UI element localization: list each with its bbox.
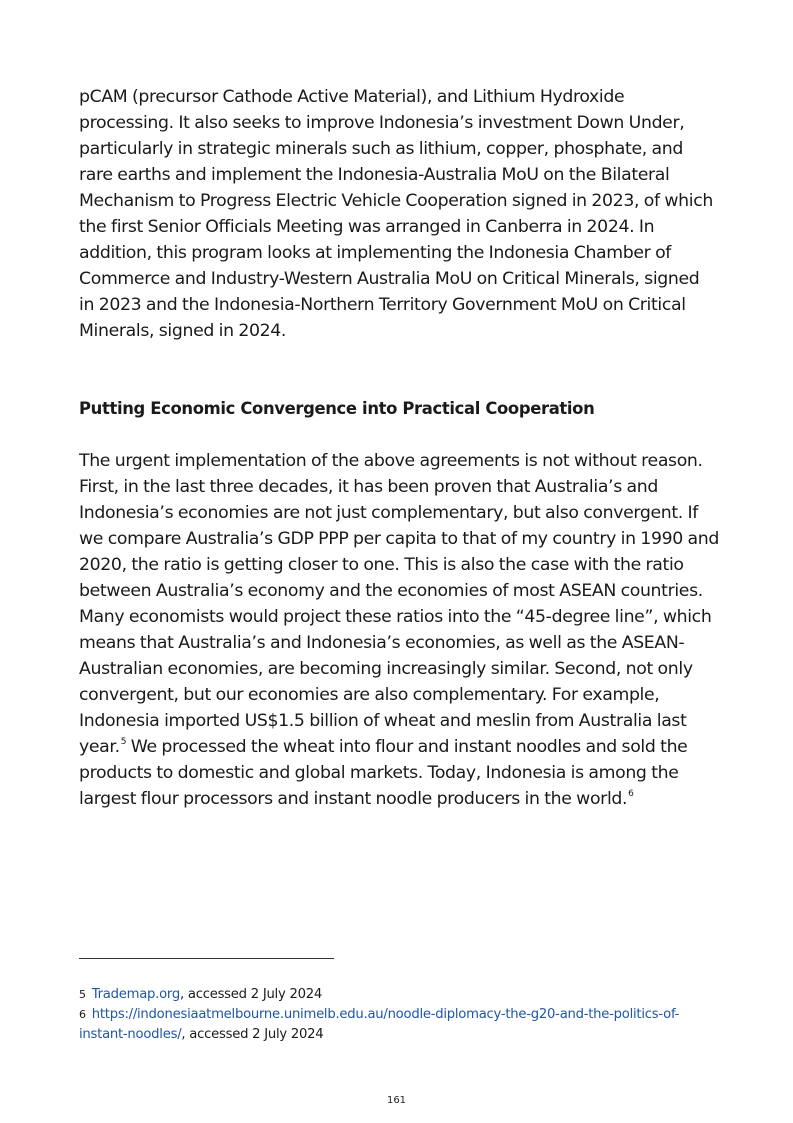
body-paragraph [79,448,719,812]
footnote-suffix: , accessed 2 July 2024 [181,1027,324,1042]
paragraph-text: We processed the wheat into flour and instant noodles and sold the products to domestic and global markets. Today, Indonesia is among the largest flour processors and instant noodle producers in the world. [79,737,688,809]
section-heading: Putting Economic Convergence into Practical Cooperation [79,399,595,418]
paragraph-text: The urgent implementation of the above agreements is not without reason. First, in the last three decades, it has been proven that Australia’s and Indonesia’s economies are not just complementary, but also convergent. If we compare Australia’s GDP PPP per capita to that of my country in 1990 and 2020, the ratio is getting closer to one. This is also the case with the ratio between Australia’s economy and the economies of most ASEAN countries. Many economists would project these ratios into the “45-degree line”, which means that Australia’s and Indonesia’s economies, as well as the ASEAN-Australian economies, are becoming increasingly similar. Second, not only convergent, but our economies are also complementary. For example, Indonesia imported US$1.5 billion of wheat and meslin from Australia last year. [79,451,719,757]
footnote-suffix: , accessed 2 July 2024 [179,987,323,1002]
footnote-reference[interactable]: 6 [628,789,634,799]
footnote-number: 6 [79,1008,86,1021]
page-number: 161 [386,1095,407,1106]
footnote-reference[interactable]: 5 [120,737,127,747]
footnote [79,1005,719,1045]
footnote-number: 5 [79,988,86,1001]
footnote-link[interactable]: https://indonesiaatmelbourne.unimelb.edu.au/noodle-diplomacy-the-g20-and-the-politics-of-instant-noodles/ [79,1007,680,1042]
body-paragraph: pCAM (precursor Cathode Active Material), and Lithium Hydroxide processing. It also seeks to improve Indonesia’s investment Down Under, particularly in strategic minerals such as lithium, copper, phosphate, and rare earths and implement the Indonesia-Australia MoU on the Bilateral Mechanism to Progress Electric Vehicle Cooperation signed in 2023, of which the first Senior Officials Meeting was arranged in Canberra in 2024. In addition, this program looks at implementing the Indonesia Chamber of Commerce and Industry-Western Australia MoU on Critical Minerals, signed in 2023 and the Indonesia-Northern Territory Government MoU on Critical Minerals, signed in 2024. [79,87,713,341]
footnote [79,985,719,1005]
footnotes [79,985,719,1045]
footnote-separator [79,958,334,959]
footnote-link[interactable]: Trademap.org [91,987,180,1002]
